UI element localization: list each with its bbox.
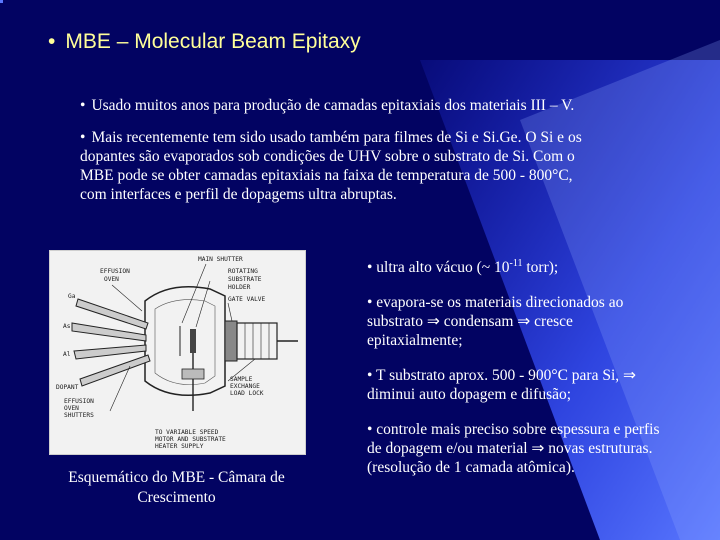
mbe-schematic-figure xyxy=(49,250,306,455)
effusion-ovens xyxy=(72,299,150,386)
mbe-schematic-drawing xyxy=(50,251,305,454)
caption-line: Esquemático do MBE - Câmara de xyxy=(68,469,285,486)
label-leader xyxy=(228,303,232,321)
label-as: As xyxy=(63,323,71,330)
bullet-item-evaporation xyxy=(367,293,717,350)
label-variable-1: TO VARIABLE SPEED xyxy=(155,429,219,436)
bullet-item-vacuum xyxy=(367,258,717,277)
label-rotating-1: ROTATING xyxy=(228,268,258,275)
dopant-oven xyxy=(80,355,150,386)
title-bullet: • xyxy=(48,30,56,53)
label-effusion-oven-2: OVEN xyxy=(104,276,119,283)
bullet-line: substrato ⇒ condensam ⇒ cresce xyxy=(367,313,573,330)
label-rotating-2: SUBSTRATE xyxy=(228,276,262,283)
paragraph-2-line xyxy=(80,128,680,147)
paragraph-2-line: MBE pode se obter camadas epitaxiais na faixa de temperatura de 500 - 800°C, xyxy=(80,167,573,184)
label-leader xyxy=(112,285,142,311)
substrate-holder xyxy=(190,329,196,353)
bullet-line: • controle mais preciso sobre espessura e perfis xyxy=(367,421,660,438)
paragraph-1-text: Usado muitos anos para produção de camadas epitaxiais dos materiais III – V. xyxy=(91,97,575,114)
al-oven xyxy=(74,345,146,359)
right-bullet-list xyxy=(367,258,717,493)
title-text: MBE – Molecular Beam Epitaxy xyxy=(65,30,361,53)
paragraph-2 xyxy=(80,128,680,204)
bullet-line: diminui auto dopagem e difusão; xyxy=(367,386,572,403)
label-variable-3: HEATER SUPPLY xyxy=(155,443,204,450)
label-rotating-3: HOLDER xyxy=(228,284,251,291)
bullet-line: epitaxialmente; xyxy=(367,332,463,349)
vacuum-suffix: torr); xyxy=(522,259,559,276)
bullet-item-temperature xyxy=(367,366,717,404)
bullet-line: (resolução de 1 camada atômica). xyxy=(367,459,575,476)
label-al: Al xyxy=(63,351,71,358)
label-effusion-oven-1: EFFUSION xyxy=(100,268,130,275)
bullet-item-control xyxy=(367,420,717,477)
paragraph-1 xyxy=(80,96,574,115)
label-main-shutter: MAIN SHUTTER xyxy=(198,256,243,263)
label-sample-2: EXCHANGE xyxy=(230,383,260,390)
vacuum-prefix: • ultra alto vácuo (~ 10 xyxy=(367,259,510,276)
ga-oven xyxy=(76,299,148,329)
slide-title xyxy=(48,30,361,54)
label-sample-3: LOAD LOCK xyxy=(230,390,264,397)
paragraph-2-bullet: • xyxy=(80,129,86,146)
paragraph-2-line: dopantes são evaporados sob condições de UHV sobre o substrato de Si. Com o xyxy=(80,148,575,165)
paragraph-2-text: Mais recentemente tem sido usado também para filmes de Si e Si.Ge. O Si e os xyxy=(91,129,582,146)
label-shutters-3: SHUTTERS xyxy=(64,412,94,419)
label-leader xyxy=(182,264,206,323)
load-lock xyxy=(237,323,277,359)
bullet-line: • T substrato aprox. 500 - 900°C para Si, ⇒ xyxy=(367,367,637,384)
label-ga: Ga xyxy=(68,293,76,300)
bullet-line: • evapora-se os materiais direcionados ao xyxy=(367,294,624,311)
paragraph-1-bullet: • xyxy=(80,97,86,114)
label-gate-valve: GATE VALVE xyxy=(228,296,266,303)
caption-line: Crescimento xyxy=(137,489,216,506)
label-shutters-2: OVEN xyxy=(64,405,79,412)
label-sample-1: SAMPLE xyxy=(230,376,253,383)
gate-valve-body xyxy=(225,321,237,361)
bullet-line: de dopagem e/ou material ⇒ novas estruturas. xyxy=(367,440,653,457)
label-variable-2: MOTOR AND SUBSTRATE xyxy=(155,436,226,443)
motor-block xyxy=(182,369,204,379)
top-left-dot xyxy=(0,0,3,3)
figure-caption xyxy=(40,468,313,508)
paragraph-2-line: com interfaces e perfil de dopagems ultra abruptas. xyxy=(80,186,397,203)
label-dopant: DOPANT xyxy=(56,384,79,391)
vacuum-exponent: -11 xyxy=(509,258,523,269)
label-shutters-1: EFFUSION xyxy=(64,398,94,405)
